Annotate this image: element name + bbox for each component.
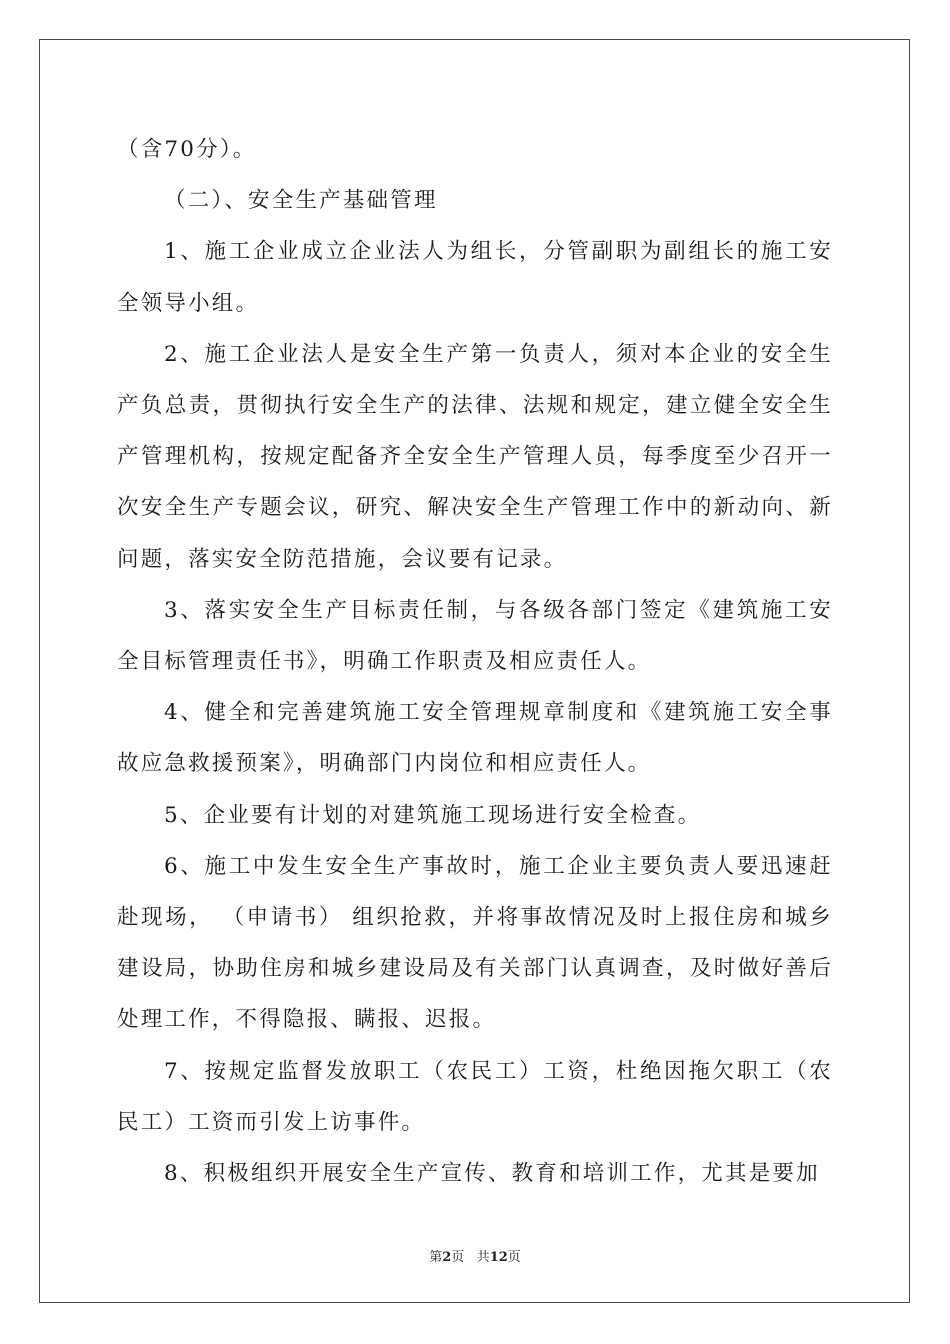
page-number: 2 [442,1250,452,1265]
page-footer [0,1246,950,1265]
paragraph-7: 7、按规定监督发放职工（农民工）工资，杜绝因拖欠职工（农民工）工资而引发上访事件。 [117,1058,833,1135]
paragraph-4: 4、健全和完善建筑施工安全管理规章制度和《建筑施工安全事故应急救援预案》，明确部门内岗位和相应责任人。 [117,700,833,777]
section-heading: （二）、安全生产基础管理 [164,188,438,214]
total-suffix: 页 [507,1250,521,1265]
paragraph-8: 8、积极组织开展安全生产宣传、教育和培训工作，尤其是要加 [164,1161,820,1187]
paragraph-5: 5、企业要有计划的对建筑施工现场进行安全检查。 [164,802,702,828]
continuation-line: （含70分）。 [117,137,257,162]
paragraph-6: 6、施工中发生安全生产事故时，施工企业主要负责人要迅速赶赴现场， （申请书） 组织抢救，并将事故情况及时上报住房和城乡建设局，协助住房和城乡建设局及有关部门认真调查，及时做好善后处理工作，不得隐报、瞒报、迟报。 [117,853,833,1033]
paragraph-1: 1、施工企业成立企业法人为组长，分管副职为副组长的施工安全领导小组。 [117,239,833,316]
paragraph-2: 2、施工企业法人是安全生产第一负责人，须对本企业的安全生产负总责，贯彻执行安全生产的法律、法规和规定，建立健全安全生产管理机构，按规定配备齐全安全生产管理人员，每季度至少召开一次安全生产专题会议，研究、解决安全生产管理工作中的新动向、新问题，落实安全防范措施，会议要有记录。 [117,341,833,572]
total-pages: 12 [489,1250,508,1265]
total-prefix: 共 [476,1250,490,1265]
page-prefix: 第 [429,1250,443,1265]
page-suffix: 页 [451,1250,465,1265]
document-body [117,124,833,1199]
paragraph-3: 3、落实安全生产目标责任制，与各级各部门签定《建筑施工安全目标管理责任书》，明确工作职责及相应责任人。 [117,597,833,675]
